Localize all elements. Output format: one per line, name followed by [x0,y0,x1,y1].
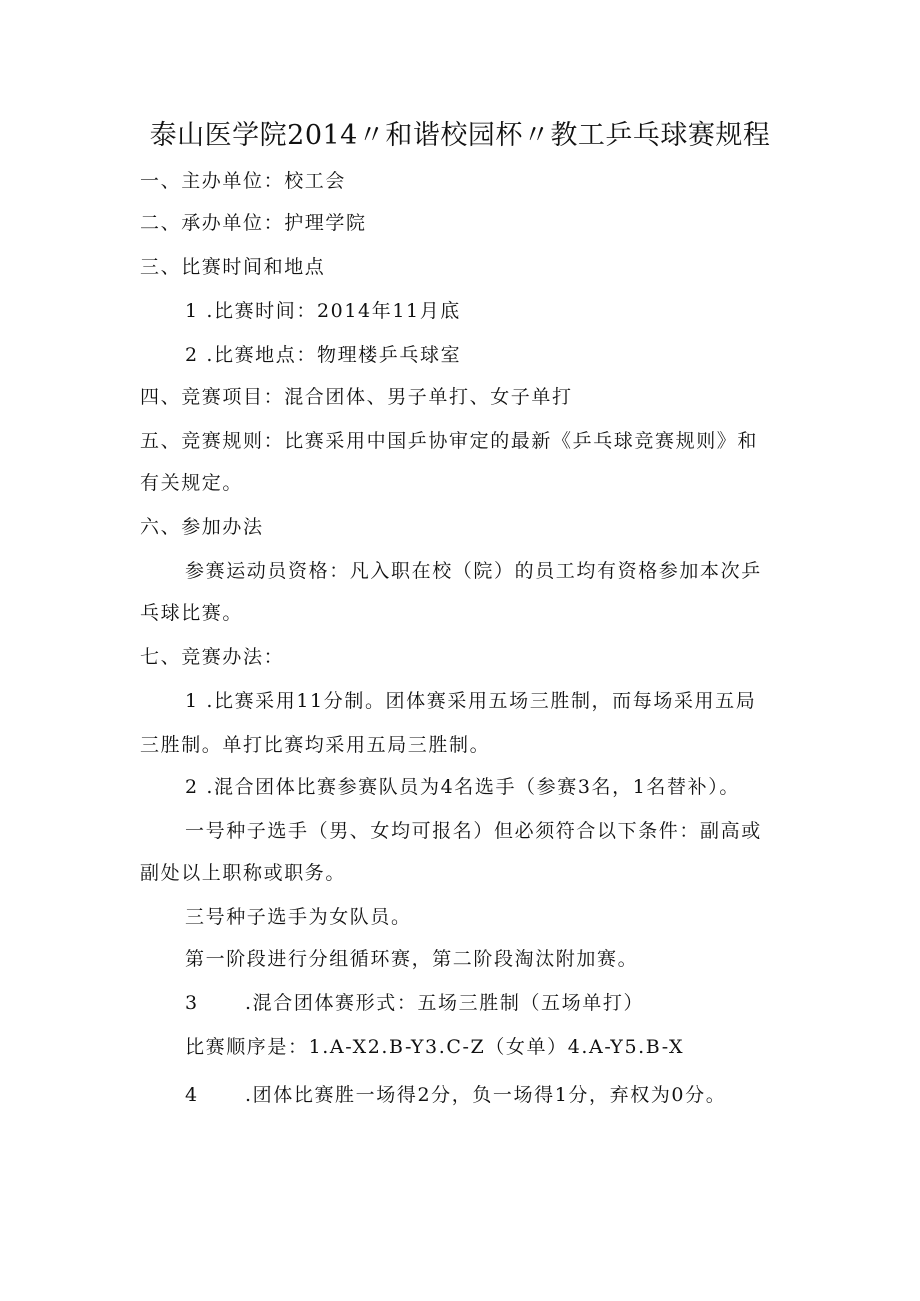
section-time-place-heading: 三、比赛时间和地点 [140,256,326,278]
rule-3-number: 3 [185,992,199,1014]
rule-4-number: 4 [185,1084,199,1106]
rule-1-line2: 三胜制。单打比赛均采用五局三胜制。 [140,734,491,756]
rule-3 [185,988,845,1018]
rule-4 [185,1080,845,1110]
section-host: 二、承办单位：护理学院 [140,212,367,234]
rule-4-text: .团体比赛胜一场得2分，负一场得1分，弃权为0分。 [245,1084,727,1106]
match-time: 1 .比赛时间：2014年11月底 [185,300,461,322]
section-events: 四、竞赛项目：混合团体、男子单打、女子单打 [140,386,573,408]
section-participation-heading: 六、参加办法 [140,516,264,538]
rule-2: 2 .混合团体比赛参赛队员为4名选手（参赛3名，1名替补）。 [185,776,740,798]
section-rules-line2: 有关规定。 [140,472,244,494]
section-organizer: 一、主办单位：校工会 [140,170,347,192]
match-order: 比赛顺序是：1.A-X2.B-Y3.C-Z（女单）4.A-Y5.B-X [185,1036,685,1058]
eligibility-line2: 乓球比赛。 [140,602,244,624]
document-title: 泰山医学院2014〃和谐校园杯〃教工乒乓球赛规程 [149,120,771,151]
match-location: 2 .比赛地点：物理楼乒乓球室 [185,344,462,366]
section-rules-line1: 五、竞赛规则：比赛采用中国乒协审定的最新《乒乓球竞赛规则》和 [140,430,759,452]
rule-3-text: .混合团体赛形式：五场三胜制（五场单打） [245,992,645,1014]
seed-one-line1: 一号种子选手（男、女均可报名）但必须符合以下条件：副高或 [185,820,762,842]
seed-one-line2: 副处以上职称或职务。 [140,862,347,884]
rule-1-line1: 1 .比赛采用11分制。团体赛采用五场三胜制，而每场采用五局 [185,690,757,712]
section-competition-heading: 七、竞赛办法： [140,646,285,668]
eligibility-line1: 参赛运动员资格：凡入职在校（院）的员工均有资格参加本次乒 [185,560,762,582]
seed-three: 三号种子选手为女队员。 [185,906,412,928]
stage-description: 第一阶段进行分组循环赛，第二阶段淘汰附加赛。 [185,948,639,970]
